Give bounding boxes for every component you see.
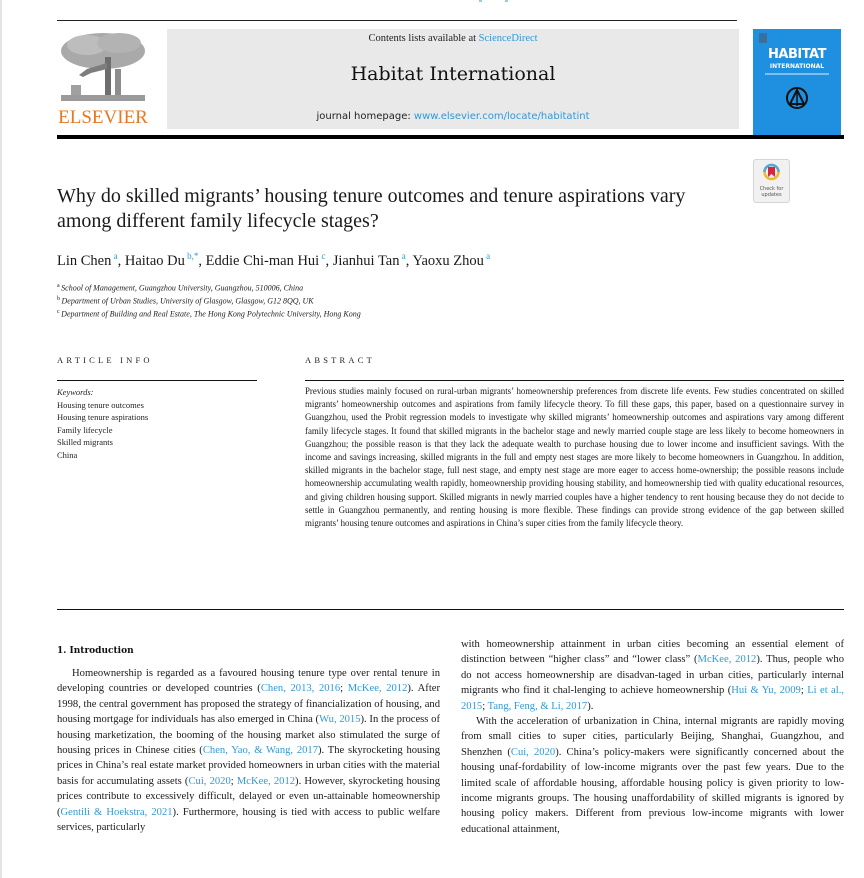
body-text: ). China’s policy-makers were significantly concerned about the housing unaf-fordability of low-income migrants over the past few years. Due to the limited scale of affordable housing, affordable housing policy is given priority to low-income migrants groups. The housing unaffordability of skilled migrants is ignored by housing policy makers. Different from previous low-income migrants with lower educational attainment, — [461, 746, 844, 835]
keyword-item: Housing tenure aspirations — [57, 412, 149, 422]
intro-paragraph-1-continued — [461, 637, 844, 714]
body-text: ). — [587, 700, 594, 712]
keyword-item: Housing tenure outcomes — [57, 399, 144, 410]
journal-title-box — [167, 29, 739, 129]
keyword-item: Skilled migrants — [57, 437, 113, 447]
citation-link[interactable]: Cui, 2020 — [188, 775, 231, 787]
article-info-rule — [57, 380, 257, 381]
homepage-prefix: journal homepage: — [316, 111, 414, 122]
check-for-updates-label — [754, 186, 789, 198]
body-text: ; — [482, 700, 488, 712]
author-affiliation-marker[interactable]: c — [319, 251, 326, 261]
cover-emblem-icon — [785, 86, 809, 110]
keyword-item: China — [57, 449, 78, 460]
page-edge — [0, 0, 2, 878]
author-list — [57, 251, 490, 270]
body-text: ; — [340, 683, 348, 695]
cover-subtitle: INTERNATIONAL — [769, 63, 825, 70]
intro-paragraph-1 — [57, 666, 440, 835]
abstract-text: Previous studies mainly focused on rural-urban migrants’ homeownership preferences from discrete life events. Few studies concentrated on skilled migrants’ homeownership outcomes and aspirations from family lifecycle theory. To fill these gaps, this paper, based on a questionnaire survey in Guangzhou, used the Probit regression models to investigate why skilled migrants’ homeownership outcomes and aspirations vary among different family lifecycle stages. It found that skilled migrants in the bachelor stage and newly married couple stage are less likely to become homeowners in Guangzhou; the possible reason is that they lack the adequate wealth to purchase housing due to lower income and insufficient savings. With the income and savings increasing, skilled migrants in the full and empty nest stages are more likely to become homeowners in Guangzhou. In addition, skilled migrants in the bachelor stage, full nest stage, and empty nest stage are more eager to access home-ownership; the possible reasons include homeownership accumulating wealth rapidly, homeownership providing housing stability, and homeownership tied with quality educational resources, and giving children housing support. Skilled migrants in newly married couples have a higher tendency to rent housing because they do not decide to settle in Guangzhou permanently, and renting housing is more flexible. These findings can provide strong evidence of the gap between skilled migrants’ housing tenure outcomes and aspirations in China’s super cities from the family lifecycle theory. — [305, 386, 844, 529]
body-text: With the acceleration of urbanization in China, internal migrants are rapidly moving from small cities to super cities, particularly Beijing, Shanghai, Guangzhou, and Shenzhen ( — [461, 716, 844, 758]
body-text: Homeownership is regarded as a favoured housing tenure type over rental tenure in developing countries or developed countries ( — [57, 668, 440, 695]
affiliation-text: Department of Urban Studies, University of Glasgow, Glasgow, G12 8QQ, UK — [61, 296, 314, 306]
body-column-left — [57, 666, 440, 835]
body-text: ; — [230, 775, 237, 787]
check-line-2: updates — [761, 192, 782, 198]
article-info-heading: ARTICLE INFO — [57, 355, 153, 365]
homepage-line — [167, 111, 739, 122]
citation-link[interactable]: Gentili & Hoekstra, 2021 — [60, 806, 173, 818]
intro-paragraph-2 — [461, 714, 844, 837]
affiliation-key: c — [57, 309, 62, 316]
contents-prefix: Contents lists available at — [368, 33, 479, 44]
contents-line — [167, 33, 739, 44]
affiliation-key: a — [57, 283, 62, 289]
affiliation-line — [57, 281, 361, 294]
author-separator: , — [325, 252, 333, 269]
affiliation-text: Department of Building and Real Estate, The Hong Kong Polytechnic University, Hong Kong — [61, 309, 361, 319]
author-separator: , — [405, 252, 413, 269]
affiliation-line — [57, 307, 361, 320]
body-text: with homeownership attainment in urban cities becoming an essential element of distinction between “higher class” and “lower class” ( — [461, 639, 844, 666]
check-for-updates-button[interactable] — [753, 159, 790, 203]
author-affiliation-marker[interactable]: a — [483, 251, 491, 261]
affiliation-text: School of Management, Guangzhou University, Guangzhou, 510006, China — [61, 283, 304, 293]
article-title: Why do skilled migrants’ housing tenure outcomes and tenure aspirations vary among different family lifecycle stages? — [57, 185, 686, 232]
citation-link[interactable]: Cui, 2020 — [510, 746, 556, 758]
citation-link[interactable]: Hui & Yu, 2009 — [731, 685, 801, 697]
cover-fine-print — [765, 73, 829, 75]
elsevier-logo[interactable] — [57, 29, 149, 129]
journal-header — [57, 29, 847, 129]
journal-cover[interactable] — [753, 29, 841, 137]
top-marker — [475, 0, 515, 2]
citation-link[interactable]: Wu, 2015 — [319, 714, 361, 726]
citation-link[interactable]: Chen, 2013, 2016 — [260, 683, 341, 695]
body-text: ). Thus, people who do not access homeownership are disadvan-taged in urban cities, particularly internal migrants who find it chal-lenging to achieve homeownership ( — [461, 654, 845, 697]
citation-link[interactable]: Tang, Feng, & Li, 2017 — [487, 700, 588, 712]
author-name[interactable]: Yaoxu Zhou — [412, 252, 484, 269]
body-text: ). In the process of housing marketization, the booming of the housing market also stimulated the surge of housing prices in Chinese cities ( — [57, 714, 440, 757]
author-affiliation-marker[interactable]: b,* — [184, 251, 199, 261]
citation-link[interactable]: Chen, Yao, & Wang, 2017 — [202, 745, 319, 757]
author-name[interactable]: Haitao Du — [124, 252, 185, 269]
affiliations — [57, 281, 361, 320]
sciencedirect-link[interactable]: ScienceDirect — [478, 33, 538, 44]
bookmark-ring-icon — [763, 163, 780, 185]
author-affiliation-marker[interactable]: a — [111, 251, 118, 261]
author-name[interactable]: Eddie Chi-man Hui — [205, 252, 320, 269]
header-rule — [57, 135, 844, 139]
citation-link[interactable]: McKee, 2012 — [347, 683, 408, 695]
affiliation-key: b — [57, 296, 62, 303]
check-line-1: Check for — [759, 186, 784, 192]
body-text: ). The skyrocketing housing prices in China’s real estate market provided homeowners in urban cities with the material basis for accumulating assets ( — [57, 745, 441, 787]
keywords-block — [57, 386, 148, 461]
author-separator: , — [198, 252, 206, 269]
abstract-bottom-rule — [57, 609, 844, 610]
citation-link[interactable]: Li et al., 2015 — [461, 685, 845, 712]
author-name[interactable]: Jianhui Tan — [332, 252, 400, 269]
body-text: ). However, skyrocketing housing prices contribute to excessively difficult, delayed or even un-attainable homeownership ( — [57, 775, 441, 818]
affiliation-line — [57, 294, 361, 307]
journal-name: Habitat International — [350, 63, 556, 85]
author-separator: , — [117, 252, 125, 269]
keywords-label: Keywords: — [57, 387, 94, 397]
publisher-name: ELSEVIER — [58, 107, 148, 128]
abstract-rule — [305, 380, 844, 381]
body-text: ). After 1998, the central government has proposed the strategy of financialization of housing, and housing mortgage for individuals has also emerged in China ( — [57, 683, 440, 726]
top-rule — [57, 20, 737, 21]
citation-link[interactable]: McKee, 2012 — [697, 654, 757, 666]
cover-title: HABITAT — [768, 47, 826, 62]
author-affiliation-marker[interactable]: a — [399, 251, 406, 261]
body-text: ). Furthermore, housing is tied with access to public welfare services, particularly — [57, 806, 440, 834]
elsevier-tree-icon — [57, 29, 149, 105]
body-text: ; — [800, 685, 808, 697]
cover-publisher-mark — [759, 33, 767, 43]
abstract-heading: ABSTRACT — [305, 355, 375, 365]
keyword-item: Family lifecycle — [57, 424, 113, 435]
section-heading-introduction: 1. Introduction — [57, 646, 134, 656]
homepage-link[interactable]: www.elsevier.com/locate/habitatint — [413, 111, 590, 122]
author-name[interactable]: Lin Chen — [57, 252, 112, 269]
citation-link[interactable]: McKee, 2012 — [236, 775, 296, 787]
body-column-right — [461, 637, 844, 837]
